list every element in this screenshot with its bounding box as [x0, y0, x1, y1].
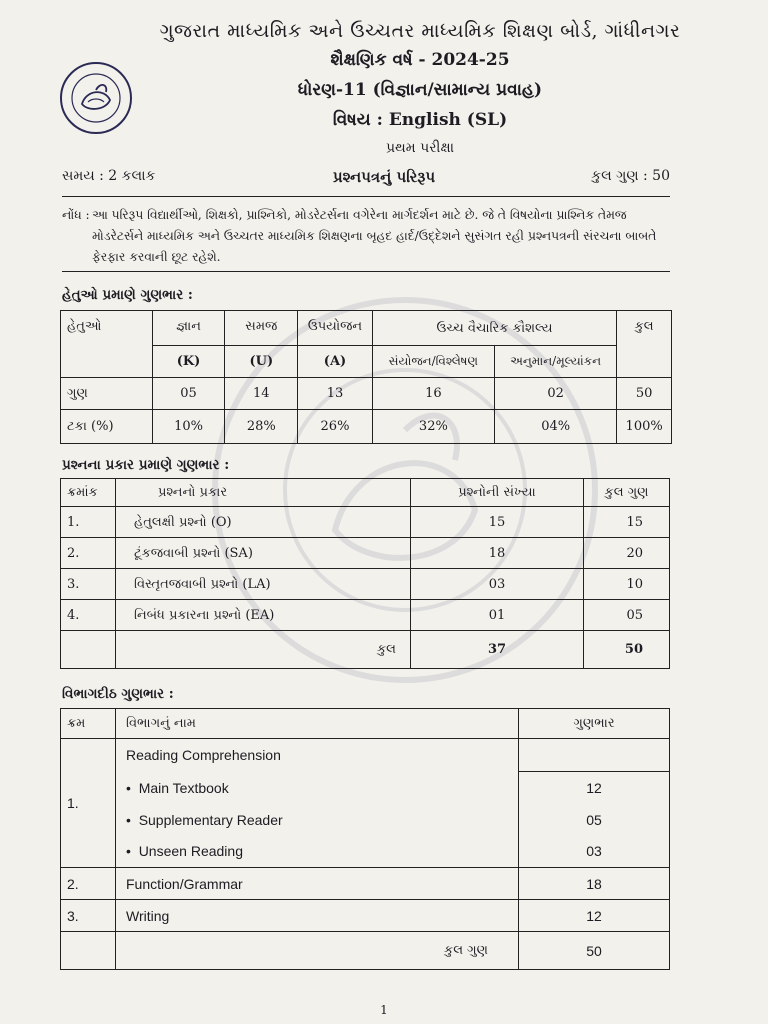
list-item [61, 772, 670, 804]
sub-item-marks: 12 [519, 772, 670, 804]
col-marks: કુલ ગુણ [584, 479, 670, 507]
total-label: કુલ ગુણ [116, 932, 519, 970]
total-label: કુલ [116, 631, 411, 669]
cell-k: 05 [152, 378, 225, 410]
board-logo [58, 60, 134, 136]
row-type: વિસ્તૃતજવાબી પ્રશ્નો (LA) [116, 569, 411, 600]
table-row [61, 378, 672, 410]
col-objectives: હેતુઓ [61, 311, 153, 378]
row-no: 1. [61, 507, 116, 538]
row-name: Writing [116, 900, 519, 932]
objectives-heading: હેતુઓ પ્રમાણે ગુણભાર : [62, 287, 193, 303]
table-row [61, 410, 672, 444]
row-type: નિબંધ પ્રકારના પ્રશ્નો (EA) [116, 600, 411, 631]
sub-item-name: • Unseen Reading [116, 836, 519, 868]
row-no: 2. [61, 538, 116, 569]
cell-s: 32% [372, 410, 494, 444]
cell-k: 10% [152, 410, 225, 444]
exam-duration: સમય : 2 કલાક [62, 168, 156, 184]
col-marks: ગુણભાર [519, 709, 670, 739]
group-no: 1. [61, 739, 116, 868]
note-divider [62, 271, 670, 272]
cell-t: 100% [617, 410, 672, 444]
question-types-heading: પ્રશ્નના પ્રકાર પ્રમાણે ગુણભાર : [62, 457, 230, 473]
col-synthesis: સંયોજન/વિશ્લેષણ [372, 346, 494, 378]
col-understanding: સમજ [225, 311, 298, 346]
list-item [61, 804, 670, 836]
blueprint-title: પ્રશ્નપત્રનું પરિરૂપ [332, 168, 436, 186]
note-text: આ પરિરૂપ વિદ્યાર્થીઓ, શિક્ષકો, પ્રાશ્નિકો, મોડરેટર્સના વગેરેના માર્ગદર્શન માટે છે. જે તે વિષયોના પ્રાશ્નિક તેમજ મોડરેટર્સને માધ્યમિક અને ઉચ્ચતર માધ્યમિક શિક્ષણના બૃહદ હાર્દ/ઉદ્દેશને સુસંગત રહી પ્રશ્નપત્રની સંરચના બાબતે ફેરફાર કરવાની છૂટ રહેશે. [92, 208, 657, 264]
cell-s: 16 [372, 378, 494, 410]
list-item [61, 836, 670, 868]
sub-item-marks: 05 [519, 804, 670, 836]
row-marks: 15 [584, 507, 670, 538]
row-no: 4. [61, 600, 116, 631]
exam-name: પ્રથમ પરીક્ષા [385, 140, 455, 156]
col-application: ઉપયોજન [298, 311, 372, 346]
cell-e: 02 [495, 378, 617, 410]
subject-title: વિષય : English (SL) [332, 110, 508, 130]
sub-item-name: • Main Textbook [116, 772, 519, 804]
total-count: 37 [411, 631, 584, 669]
note-label: નોંધ : [62, 208, 90, 222]
table-row [61, 507, 670, 538]
row-no: 3. [61, 569, 116, 600]
objectives-table [60, 310, 672, 444]
top-divider [62, 196, 670, 197]
board-name: ગુજરાત માધ્યમિક અને ઉચ્ચતર માધ્યમિક શિક્ષણ બોર્ડ, ગાંધીનગર [159, 20, 681, 42]
row-count: 03 [411, 569, 584, 600]
table-row [61, 538, 670, 569]
row-marks: 10 [584, 569, 670, 600]
table-row [61, 569, 670, 600]
total-marks-value: 50 [519, 932, 670, 970]
cell-u: 28% [225, 410, 298, 444]
col-no: ક્રમ [61, 709, 116, 739]
page-number: 1 [380, 1003, 388, 1017]
row-marks: 05 [584, 600, 670, 631]
group-title: Reading Comprehension [116, 739, 519, 772]
row-marks: 18 [519, 868, 670, 900]
row-name: Function/Grammar [116, 868, 519, 900]
row-no: 3. [61, 900, 116, 932]
total-marks-value: 50 [584, 631, 670, 669]
row-type: હેતુલક્ષી પ્રશ્નો (O) [116, 507, 411, 538]
cell-a: 26% [298, 410, 372, 444]
total-row [61, 631, 670, 669]
col-hots: ઉચ્ચ વૈચારિક કૌશલ્ય [372, 311, 617, 346]
sub-item-name: • Supplementary Reader [116, 804, 519, 836]
row-marks: 20 [584, 538, 670, 569]
row-count: 15 [411, 507, 584, 538]
row-marks: 12 [519, 900, 670, 932]
cell-t: 50 [617, 378, 672, 410]
row-no: 2. [61, 868, 116, 900]
sections-heading: વિભાગદીઠ ગુણભાર : [62, 686, 174, 702]
code-understanding: (U) [225, 346, 298, 378]
academic-year: શૈક્ષણિક વર્ષ - 2024-25 [330, 50, 510, 70]
code-application: (A) [298, 346, 372, 378]
standard-stream: ધોરણ-11 (વિજ્ઞાન/સામાન્ય પ્રવાહ) [297, 80, 543, 100]
question-types-table [60, 478, 670, 669]
total-marks: કુલ ગુણ : 50 [591, 168, 670, 184]
row-type: ટૂંકજવાબી પ્રશ્નો (SA) [116, 538, 411, 569]
col-knowledge: જ્ઞાન [152, 311, 225, 346]
col-no: ક્રમાંક [61, 479, 116, 507]
cell-e: 04% [495, 410, 617, 444]
sub-item-marks: 03 [519, 836, 670, 868]
row-label: ગુણ [61, 378, 153, 410]
total-row [61, 932, 670, 970]
table-row [61, 900, 670, 932]
table-row [61, 868, 670, 900]
row-count: 01 [411, 600, 584, 631]
col-count: પ્રશ્નોની સંખ્યા [411, 479, 584, 507]
table-row [61, 600, 670, 631]
col-name: વિભાગનું નામ [116, 709, 519, 739]
cell-u: 14 [225, 378, 298, 410]
sections-table [60, 708, 670, 970]
code-knowledge: (K) [152, 346, 225, 378]
col-evaluation: અનુમાન/મૂલ્યાંકન [495, 346, 617, 378]
row-count: 18 [411, 538, 584, 569]
cell-a: 13 [298, 378, 372, 410]
col-total: કુલ [617, 311, 672, 378]
row-label: ટકા (%) [61, 410, 153, 444]
col-type: પ્રશ્નનો પ્રકાર [116, 479, 411, 507]
